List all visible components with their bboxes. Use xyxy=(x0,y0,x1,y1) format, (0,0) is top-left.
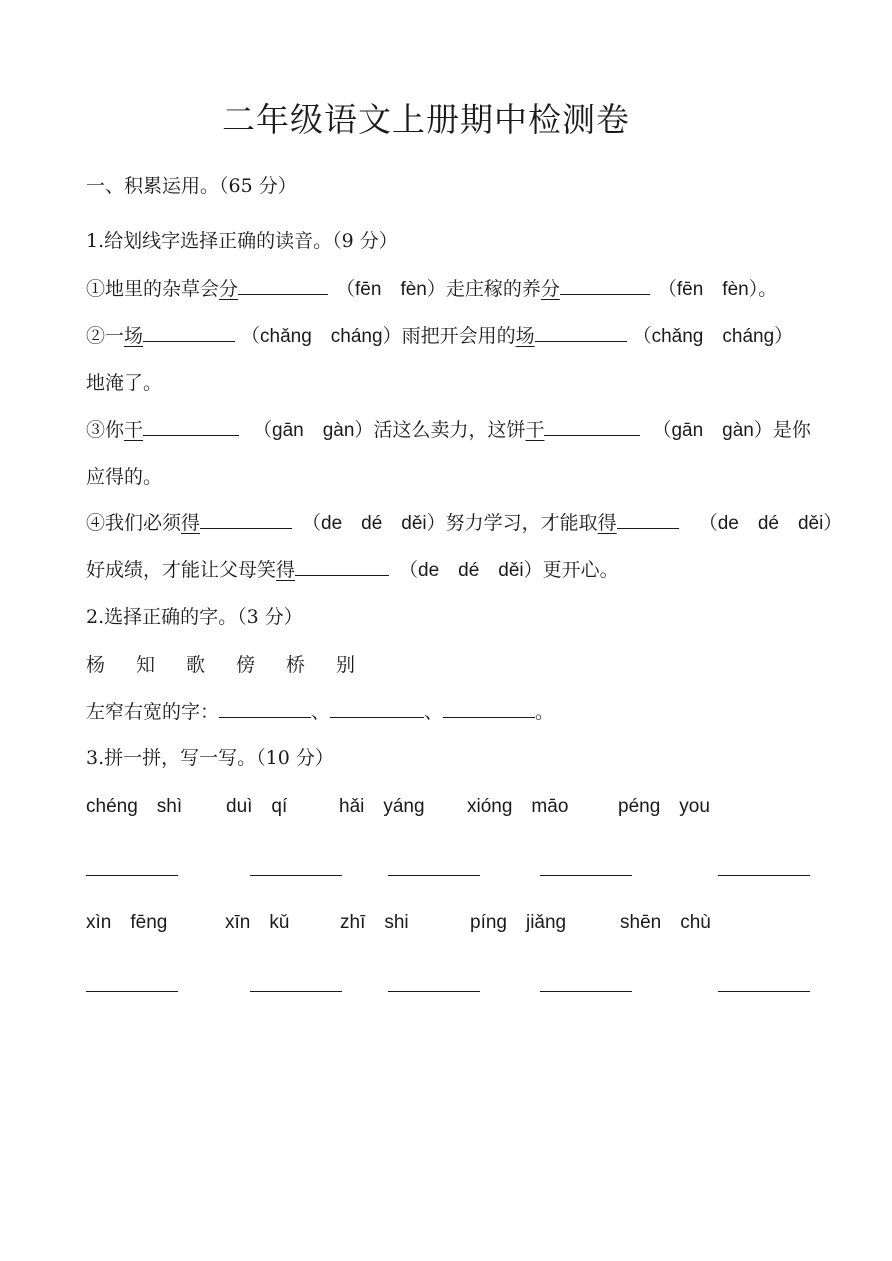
pinyin-item: xióng māo xyxy=(467,796,569,817)
answer-blank[interactable] xyxy=(544,434,640,436)
pinyin-choices: （fēn fèn）。 xyxy=(657,279,778,300)
underlined-char: 场 xyxy=(124,325,144,347)
pinyin-choices: （gān gàn） xyxy=(253,420,374,441)
underlined-char: 得 xyxy=(597,512,617,534)
q1-line-2-text-b: 雨把开会用的 xyxy=(401,325,516,347)
answer-blank[interactable] xyxy=(295,574,389,576)
q1-line-1-text-a: ①地里的杂草会 xyxy=(86,278,220,300)
q1-line-3-text-b: 活这么卖力，这饼 xyxy=(373,419,526,441)
answer-blank[interactable] xyxy=(143,340,235,342)
pinyin-choices: （de dé děi） xyxy=(302,513,446,534)
char-option: 傍 xyxy=(236,654,256,676)
writing-blank[interactable] xyxy=(86,875,178,876)
answer-blank[interactable] xyxy=(238,293,328,295)
underlined-char: 得 xyxy=(276,559,296,581)
pinyin-item: píng jiǎng xyxy=(470,912,567,933)
question-3-heading: 3.拼一拼，写一写。（10 分） xyxy=(86,747,334,769)
q1-line-2-continued: 地淹了。 xyxy=(86,372,163,394)
page-title: 二年级语文上册期中检测卷 xyxy=(222,100,630,139)
q1-line-2-text-a: ②一 xyxy=(86,325,125,347)
underlined-char: 分 xyxy=(540,278,560,300)
answer-blank[interactable] xyxy=(535,340,627,342)
pinyin-choices: （chǎng cháng） xyxy=(632,326,794,347)
q1-line-4-text-b: 努力学习，才能取 xyxy=(445,512,598,534)
q2-answer-line xyxy=(86,703,554,722)
q1-line-5-text-a: 好成绩，才能让父母笑 xyxy=(86,559,277,581)
answer-blank[interactable] xyxy=(443,716,535,718)
q1-line-4 xyxy=(86,514,842,533)
underlined-char: 干 xyxy=(124,419,144,441)
pinyin-item: shēn chù xyxy=(620,912,711,933)
writing-blank[interactable] xyxy=(250,991,342,992)
separator: 、 xyxy=(424,701,444,723)
writing-blank[interactable] xyxy=(388,875,480,876)
pinyin-item: hǎi yáng xyxy=(339,796,425,817)
pinyin-item: xìn fēng xyxy=(86,912,168,933)
writing-blank[interactable] xyxy=(250,875,342,876)
underlined-char: 场 xyxy=(515,325,535,347)
q1-line-5 xyxy=(86,561,619,580)
writing-blank[interactable] xyxy=(540,991,632,992)
pinyin-item: xīn kǔ xyxy=(225,912,290,933)
answer-blank[interactable] xyxy=(219,716,311,718)
char-option: 歌 xyxy=(186,654,206,676)
writing-blank[interactable] xyxy=(718,875,810,876)
q2-prompt: 左窄右宽的字： xyxy=(86,701,220,723)
pinyin-choices: （de dé děi）更开心。 xyxy=(399,560,619,581)
char-option: 知 xyxy=(136,654,156,676)
char-option: 桥 xyxy=(286,654,306,676)
pinyin-item: péng you xyxy=(618,796,710,817)
writing-blank[interactable] xyxy=(388,991,480,992)
separator: 、 xyxy=(311,701,331,723)
q1-line-4-text-a: ④我们必须 xyxy=(86,512,182,534)
q1-line-3 xyxy=(86,421,811,440)
underlined-char: 得 xyxy=(181,512,201,534)
q1-line-2 xyxy=(86,327,793,346)
question-1-heading: 1.给划线字选择正确的读音。（9 分） xyxy=(86,230,398,252)
question-2-heading: 2.选择正确的字。（3 分） xyxy=(86,606,303,628)
end-mark: 。 xyxy=(535,701,555,723)
answer-blank[interactable] xyxy=(143,434,239,436)
answer-blank[interactable] xyxy=(560,293,650,295)
section-heading: 一、积累运用。（65 分） xyxy=(86,175,297,197)
underlined-char: 干 xyxy=(525,419,545,441)
pinyin-choices: （fēn fèn） xyxy=(336,279,446,300)
char-option: 杨 xyxy=(86,654,106,676)
answer-blank[interactable] xyxy=(200,527,292,529)
pinyin-choices: （gān gàn）是你 xyxy=(652,420,811,441)
answer-blank[interactable] xyxy=(617,527,679,529)
writing-blank[interactable] xyxy=(540,875,632,876)
pinyin-item: zhī shi xyxy=(340,912,409,933)
q1-line-1-text-b: 走庄稼的养 xyxy=(445,278,541,300)
pinyin-choices: （de dé děi） xyxy=(698,513,843,534)
pinyin-choices: （chǎng cháng） xyxy=(241,326,402,347)
char-option: 别 xyxy=(336,654,356,676)
writing-blank[interactable] xyxy=(718,991,810,992)
q1-line-3-text-a: ③你 xyxy=(86,419,125,441)
q1-line-3-continued: 应得的。 xyxy=(86,466,163,488)
pinyin-item: duì qí xyxy=(226,796,288,817)
pinyin-item: chéng shì xyxy=(86,796,183,817)
character-choices xyxy=(86,656,386,675)
writing-blank[interactable] xyxy=(86,991,178,992)
answer-blank[interactable] xyxy=(330,716,424,718)
underlined-char: 分 xyxy=(219,278,239,300)
q1-line-1 xyxy=(86,280,777,299)
